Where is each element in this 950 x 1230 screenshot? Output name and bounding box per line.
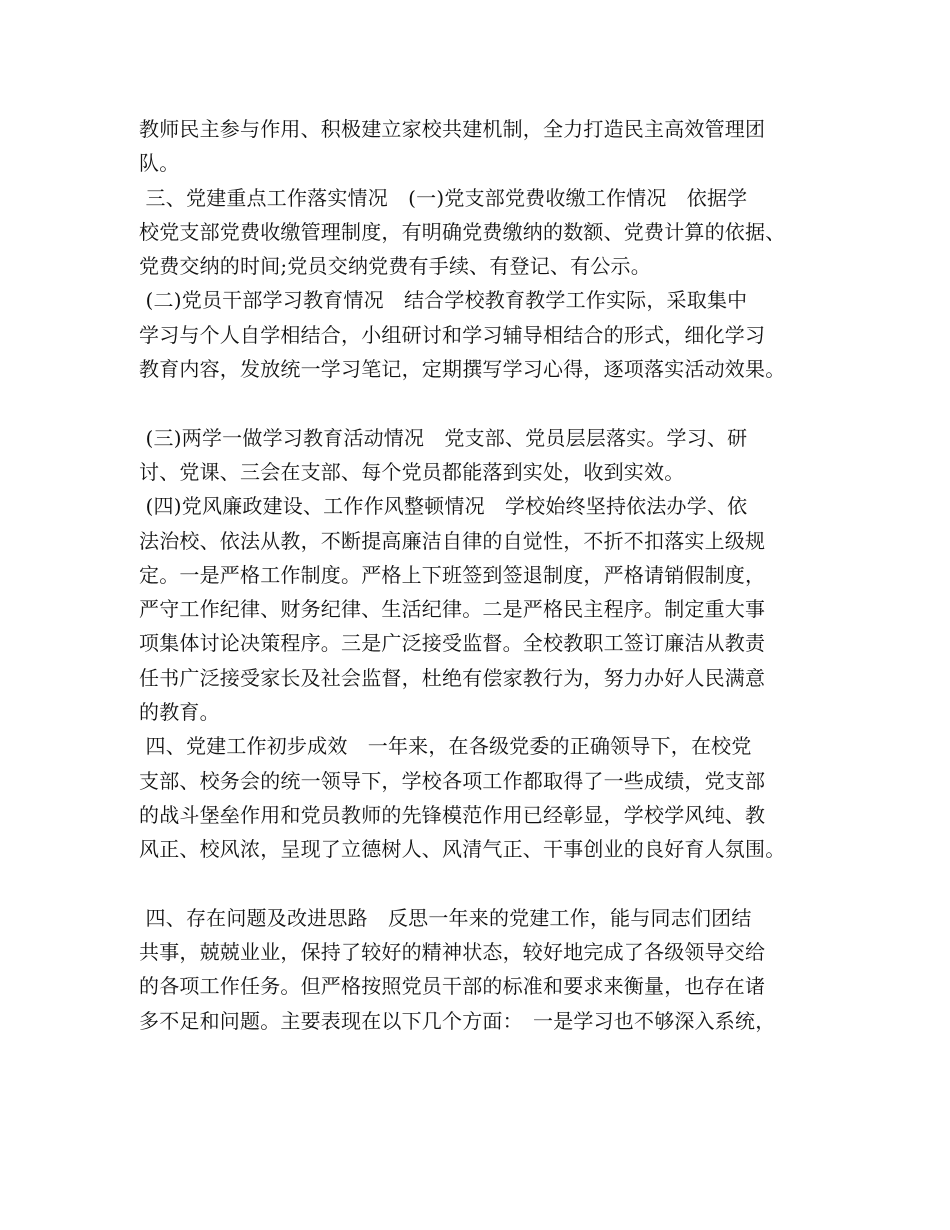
text-line: (三)两学一做学习教育活动情况 党支部、党员层层落实。学习、研	[139, 425, 748, 450]
blank-line	[139, 386, 829, 420]
text-line: 定。一是严格工作制度。严格上下班签到签退制度，严格请销假制度，	[139, 562, 766, 587]
text-line: 多不足和问题。主要表现在以下几个方面： 一是学习也不够深入系统，	[139, 1008, 776, 1033]
text-line: 三、党建重点工作落实情况 (一)党支部党费收缴工作情况 依据学	[139, 185, 748, 210]
text-line: 党费交纳的时间;党员交纳党费有手续、有登记、有公示。	[139, 254, 651, 279]
text-line: 支部、校务会的统一领导下，学校各项工作都取得了一些成绩，党支部	[139, 768, 766, 793]
document-body	[139, 112, 829, 1038]
text-line: 风正、校风浓，呈现了立德树人、风清气正、干事创业的良好育人氛围。	[139, 837, 786, 862]
text-line: 共事，兢兢业业，保持了较好的精神状态，较好地完成了各级领导交给	[139, 940, 766, 965]
blank-line	[139, 867, 829, 901]
text-line: (四)党风廉政建设、工作作风整顿情况 学校始终坚持依法办学、依	[139, 494, 748, 519]
text-line: 的教育。	[139, 700, 220, 725]
text-line: 的各项工作任务。但严格按照党员干部的标准和要求来衡量，也存在诸	[139, 974, 766, 999]
text-line: 四、存在问题及改进思路 反思一年来的党建工作，能与同志们团结	[139, 905, 752, 930]
text-line: 项集体讨论决策程序。三是广泛接受监督。全校教职工签订廉洁从教责	[139, 631, 766, 656]
text-line: 任书广泛接受家长及社会监督，杜绝有偿家教行为，努力办好人民满意	[139, 665, 766, 690]
text-line: 教育内容，发放统一学习笔记，定期撰写学习心得，逐项落实活动效果。	[139, 357, 786, 382]
text-line: 的战斗堡垒作用和党员教师的先锋模范作用已经彰显，学校学风纯、教	[139, 802, 766, 827]
text-line: 讨、党课、三会在支部、每个党员都能落到实处，收到实效。	[139, 459, 685, 484]
text-line: 四、党建工作初步成效 一年来，在各级党委的正确领导下，在校党	[139, 734, 752, 759]
text-line: 队。	[139, 151, 180, 176]
text-line: 校党支部党费收缴管理制度，有明确党费缴纳的数额、党费计算的依据、	[139, 219, 786, 244]
text-line: 法治校、依法从教，不断提高廉洁自律的自觉性，不折不扣落实上级规	[139, 528, 766, 553]
text-line: 教师民主参与作用、积极建立家校共建机制，全力打造民主高效管理团	[139, 117, 766, 141]
text-line: 严守工作纪律、财务纪律、生活纪律。二是严格民主程序。制定重大事	[139, 597, 766, 622]
text-line: 学习与个人自学相结合，小组研讨和学习辅导相结合的形式，细化学习	[139, 322, 766, 347]
text-line: (二)党员干部学习教育情况 结合学校教育教学工作实际，采取集中	[139, 288, 748, 313]
